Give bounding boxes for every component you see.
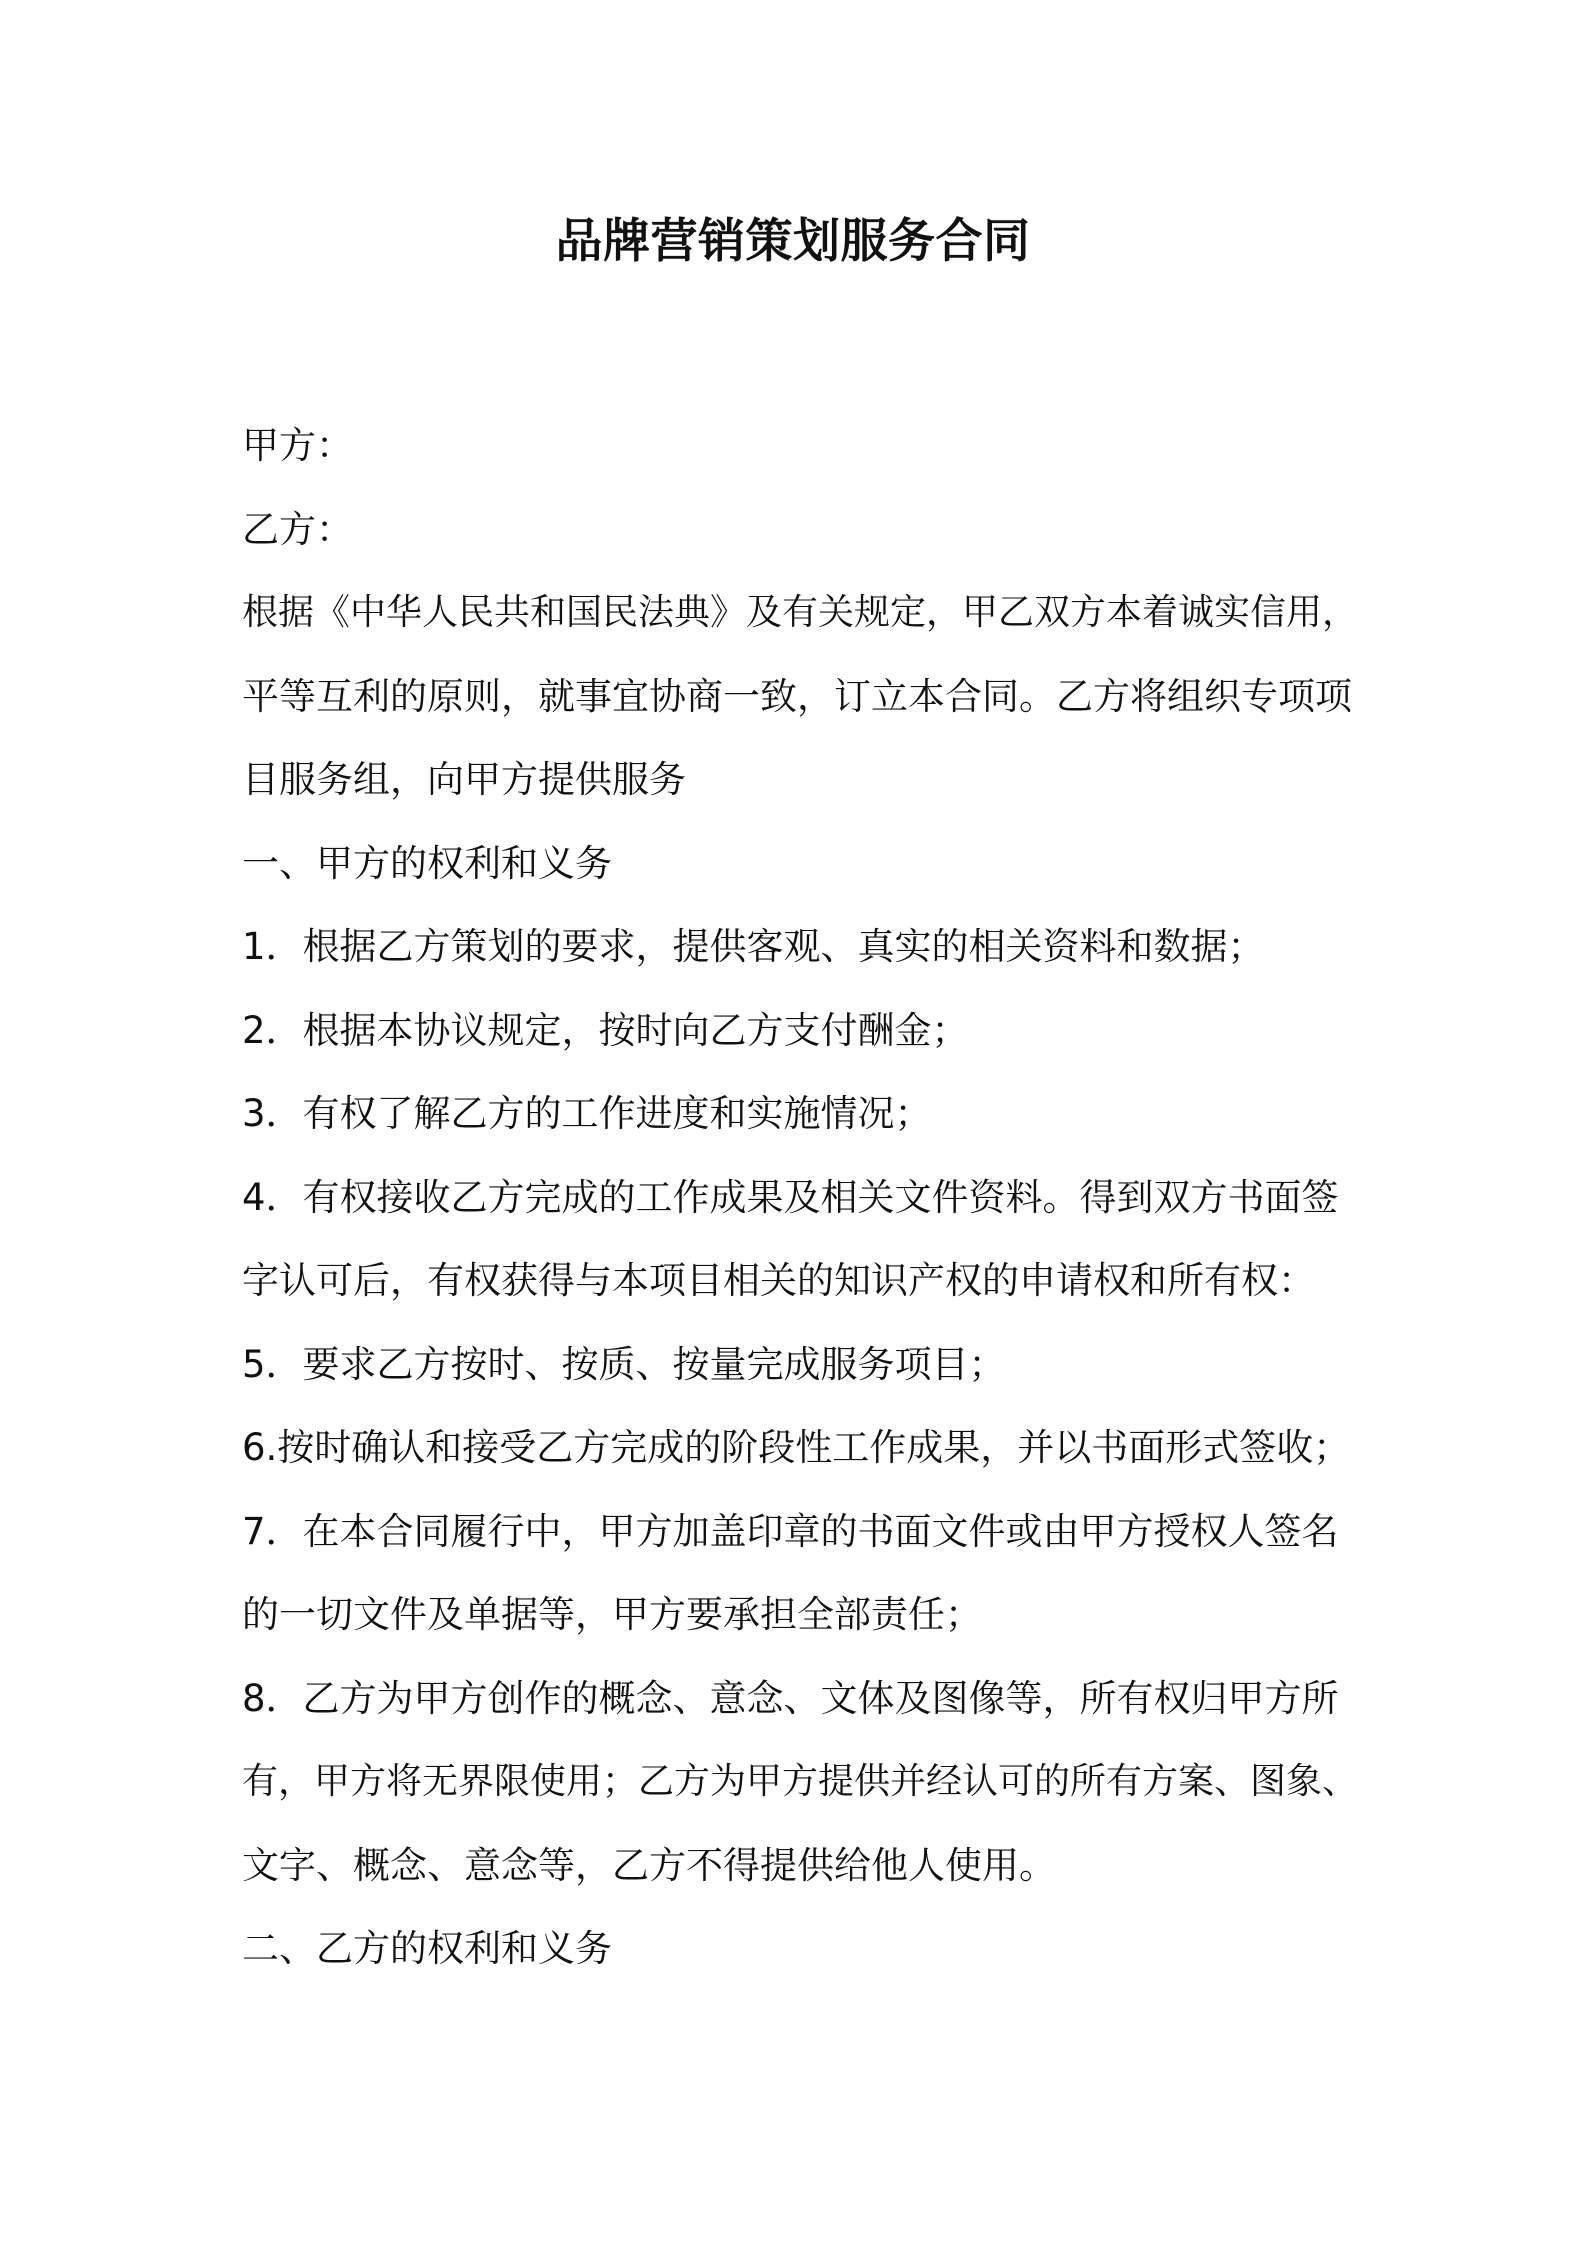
section-heading-1: 一、甲方的权利和义务 [242,841,612,885]
document-title: 品牌营销策划服务合同 [555,214,1031,269]
section-heading-2: 二、乙方的权利和义务 [242,1927,612,1970]
clause-4-line-1: 4．有权接收乙方完成的工作成果及相关文件资料。得到双方书面签 [242,1175,1339,1219]
party-a-line: 甲方： [242,424,353,467]
clause-7-line-1: 7．在本合同履行中，甲方加盖印章的书面文件或由甲方授权人签名 [242,1509,1339,1553]
clause-8-line-1: 8．乙方为甲方创作的概念、意念、文体及图像等，所有权归甲方所 [242,1676,1339,1720]
clause-6: 6.按时确认和接受乙方完成的阶段性工作成果，并以书面形式签收； [242,1426,1351,1469]
document-body [242,404,1362,1991]
clause-2: 2．根据本协议规定，按时向乙方支付酬金； [242,1008,969,1052]
clause-1: 1．根据乙方策划的要求，提供客观、真实的相关资料和数据； [242,925,1265,968]
party-b-line: 乙方： [242,507,353,551]
clause-8-line-2: 有，甲方将无界限使用；乙方为甲方提供并经认可的所有方案、图象、 [242,1761,1359,1802]
preamble-line-3: 目服务组，向甲方提供服务 [242,758,686,801]
clause-4-line-2: 字认可后，有权获得与本项目相关的知识产权的申请权和所有权： [242,1259,1315,1302]
clause-7-line-2: 的一切文件及单据等，甲方要承担全部责任； [242,1593,982,1636]
clause-5: 5．要求乙方按时、按质、按量完成服务项目； [242,1342,1006,1386]
clause-8-line-3: 文字、概念、意念等，乙方不得提供给他人使用。 [242,1843,1056,1887]
preamble-line-2: 平等互利的原则，就事宜协商一致，订立本合同。乙方将组织专项项 [242,674,1352,718]
preamble-line-1: 根据《中华人民共和国民法典》及有关规定，甲乙双方本着诚实信用， [242,592,1359,633]
clause-3: 3．有权了解乙方的工作进度和实施情况； [242,1092,932,1135]
